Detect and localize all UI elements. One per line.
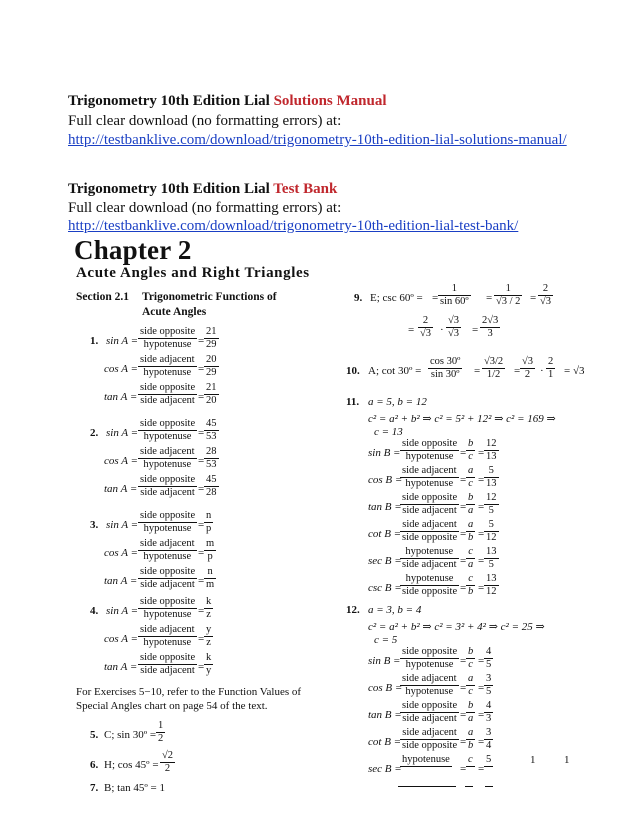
ex1-sin-value [204, 326, 219, 351]
ex12-row-1-letters-den: c [468, 686, 473, 697]
ex12-row-4-value [484, 754, 493, 767]
ex11-row-3-value-den: 12 [486, 532, 497, 543]
ex2-sin-words-den: hypotenuse [143, 431, 192, 442]
ex11-row-2-letters [466, 492, 475, 517]
chapter-subtitle: Acute Angles and Right Triangles [76, 265, 310, 281]
ex12-row-4-words-num: hypotenuse [402, 754, 450, 765]
ex1-tan-value-den: 20 [206, 395, 217, 406]
ex11-row-0-eq2: = [478, 447, 485, 459]
testbank-highlight: Test Bank [273, 181, 338, 197]
ex1-sin-label: sin A = [106, 335, 139, 347]
ex11-pythagoras: c² = a² + b² ⇒ c² = 5² + 12² ⇒ c² = 169 ⇒ [368, 413, 556, 425]
ex11-row-0-fn: sin B = [368, 447, 401, 459]
ex11-row-5-words-num: hypotenuse [400, 573, 459, 586]
chapter-title: Chapter 2 [74, 235, 192, 265]
ex11-row-3-eq2: = [478, 528, 485, 540]
ex12-row-2-value-den: 3 [486, 713, 492, 724]
ex11-row-5-words [400, 573, 459, 598]
ex12-row-1-eq2: = [478, 682, 485, 694]
ex1-tan-words [138, 382, 197, 407]
ex5-number: 5. [90, 729, 99, 741]
ex3-tan-eq: = [198, 575, 205, 587]
ex2-cos-eq: = [198, 455, 205, 467]
ex2-sin-value-num: 45 [206, 418, 217, 429]
ex11-row-4-value-num: 13 [486, 546, 497, 557]
ex1-number: 1. [90, 335, 99, 347]
ex1-tan-value-num: 21 [206, 382, 217, 393]
ex6-text: H; cos 45º = [104, 759, 159, 771]
ex11-row-5-fn: csc B = [368, 582, 402, 594]
ex4-tan-label: tan A = [104, 661, 138, 673]
ex12-row-1-words-num: side adjacent [402, 673, 457, 684]
ex11-row-4-fn: sec B = [368, 555, 402, 567]
page-mark-2: 1 [564, 754, 570, 766]
ex11-c-value: c = 13 [374, 426, 403, 438]
ex11-row-3-words [400, 519, 459, 544]
ex4-number: 4. [90, 605, 99, 617]
ex11-row-4-eq2: = [478, 555, 485, 567]
ex12-row-3-letters-den: b [468, 740, 474, 751]
ex3-sin-value-den: p [206, 523, 212, 534]
exercises-note-line1: For Exercises 5−10, refer to the Function Values of [76, 686, 302, 698]
ex11-row-0-words [400, 438, 459, 463]
ex1-tan-eq: = [198, 391, 205, 403]
ex4-tan-words-den: side adjacent [140, 665, 195, 676]
solutions-note: Full clear download (no formatting errors) at: [68, 113, 342, 129]
ex3-tan-value-num: n [204, 566, 216, 579]
ex11-row-0-eq1: = [460, 447, 467, 459]
ex2-tan-words [138, 474, 197, 499]
ex11-row-3-letters [466, 519, 475, 544]
ex11-row-2-eq2: = [478, 501, 485, 513]
ex1-tan-words-den: side adjacent [140, 395, 195, 406]
ex12-row-1-words [400, 673, 459, 698]
ex11-number: 11. [346, 396, 360, 408]
ex11-row-0-value-num: 12 [486, 438, 497, 449]
ex12-row-1-value-den: 5 [486, 686, 492, 697]
ex1-tan-label: tan A = [104, 391, 138, 403]
ex2-sin-words [138, 418, 197, 443]
ex5-text: C; sin 30º = [104, 729, 157, 741]
ex3-sin-value [204, 510, 213, 535]
ex12-row-3-eq2: = [478, 736, 485, 748]
ex11-row-0-words-den: hypotenuse [405, 451, 454, 462]
ex7-text: B; tan 45º = 1 [104, 782, 165, 794]
ex11-row-3-fn: cot B = [368, 528, 402, 540]
ex11-row-1-words [400, 465, 459, 490]
ex3-tan-label: tan A = [104, 575, 138, 587]
ex12-row-2-words [400, 700, 459, 725]
ex11-row-2-value-den: 5 [488, 505, 494, 516]
footer-rule-3 [485, 786, 493, 787]
page-mark-1: 1 [530, 754, 536, 766]
ex9-line2-times: · [440, 324, 444, 336]
ex12-row-2-letters [466, 700, 475, 725]
ex12-row-1-words-den: hypotenuse [405, 686, 454, 697]
ex2-tan-value-den: 28 [206, 487, 217, 498]
ex11-row-4-letters-num: c [466, 546, 475, 559]
ex12-row-2-letters-den: a [468, 713, 474, 724]
ex4-cos-eq: = [198, 633, 205, 645]
ex12-row-4-eq2: = [478, 763, 485, 775]
ex1-tan-words-num: side opposite [140, 382, 196, 393]
ex9-frac2: $\frac{1}{√3 / 2}$ [496, 283, 521, 307]
ex12-row-3-words-num: side adjacent [400, 727, 459, 740]
ex2-tan-eq: = [198, 483, 205, 495]
ex3-tan-value-den: m [206, 579, 215, 590]
ex1-cos-words [138, 354, 197, 379]
ex11-row-0-letters-den: c [468, 451, 473, 462]
ex3-sin-value-num: n [206, 510, 212, 521]
solutions-link[interactable]: http://testbanklive.com/download/trigonometry-10th-edition-lial-solutions-manual/ [68, 132, 567, 148]
ex1-tan-value [204, 382, 219, 407]
ex4-tan-value-num: k [206, 652, 212, 663]
ex12-number: 12. [346, 604, 360, 616]
ex3-cos-words [138, 538, 197, 563]
ex12-c-value: c = 5 [374, 634, 398, 646]
ex9-l2-frac2: $\frac{√3}{√3}$ [448, 315, 460, 339]
ex2-cos-words-den: hypotenuse [143, 459, 192, 470]
ex4-cos-value-den: z [206, 637, 211, 648]
ex11-row-5-eq1: = [460, 582, 467, 594]
ex11-row-4-words-den: side adjacent [402, 559, 457, 570]
ex11-row-5-eq2: = [478, 582, 485, 594]
ex4-cos-words-den: hypotenuse [143, 637, 192, 648]
ex4-sin-value-num: k [206, 596, 212, 607]
ex12-row-4-letters [466, 754, 475, 767]
ex3-cos-words-num: side adjacent [140, 538, 195, 549]
testbank-note: Full clear download (no formatting errors) at: [68, 200, 342, 216]
ex4-sin-words-den: hypotenuse [143, 609, 192, 620]
ex6-number: 6. [90, 759, 99, 771]
ex1-sin-words-den: hypotenuse [143, 339, 192, 350]
ex9-frac3: $\frac{2}{√3}$ [540, 283, 552, 307]
ex11-row-4-words-num: hypotenuse [400, 546, 459, 559]
ex11-row-2-fn: tan B = [368, 501, 402, 513]
ex10-text: A; cot 30º = [368, 365, 422, 377]
footer-rule-1 [398, 786, 456, 787]
ex11-row-4-letters [466, 546, 475, 571]
ex12-row-2-eq2: = [478, 709, 485, 721]
ex12-row-2-value-num: 4 [486, 700, 492, 711]
ex4-sin-label: sin A = [106, 605, 139, 617]
ex10-result: = √3 [564, 365, 585, 377]
ex3-cos-label: cos A = [104, 547, 138, 559]
ex2-sin-eq: = [198, 427, 205, 439]
ex1-sin-words-num: side opposite [140, 326, 196, 337]
ex11-row-2-value [484, 492, 499, 517]
ex11-row-2-letters-num: b [468, 492, 474, 503]
ex3-tan-words [138, 566, 197, 591]
ex3-sin-words-den: hypotenuse [143, 523, 192, 534]
ex3-cos-words-den: hypotenuse [143, 551, 192, 562]
ex11-row-3-eq1: = [460, 528, 467, 540]
ex5-fraction: $\frac{1}{2}$ [158, 720, 164, 744]
ex11-given: a = 5, b = 12 [368, 396, 427, 408]
ex12-row-0-fn: sin B = [368, 655, 401, 667]
ex2-cos-value-den: 53 [206, 459, 217, 470]
ex2-sin-label: sin A = [106, 427, 139, 439]
ex12-row-4-value-num: 5 [486, 754, 492, 765]
ex12-row-1-letters-num: a [468, 673, 474, 684]
ex10-times: · [540, 365, 544, 377]
ex9-line2-eq1: = [408, 324, 415, 336]
ex2-cos-label: cos A = [104, 455, 138, 467]
ex12-row-1-value [484, 673, 493, 698]
ex4-cos-words-num: side adjacent [140, 624, 195, 635]
ex12-row-4-letters-num: c [468, 754, 473, 765]
ex9-eq2: = [486, 292, 493, 304]
ex2-number: 2. [90, 427, 99, 439]
ex4-sin-eq: = [198, 605, 205, 617]
ex11-row-3-letters-num: a [468, 519, 474, 530]
ex12-row-2-words-den: side adjacent [402, 713, 457, 724]
ex4-tan-eq: = [198, 661, 205, 673]
ex1-cos-label: cos A = [104, 363, 138, 375]
ex3-cos-eq: = [198, 547, 205, 559]
ex2-cos-value [204, 446, 219, 471]
ex9-l2-frac3: $\frac{2√3}{3}$ [482, 315, 499, 339]
ex12-row-2-words-num: side opposite [402, 700, 458, 711]
ex10-frac2: $\frac{√3/2}{1/2}$ [484, 356, 504, 380]
ex12-row-4-eq1: = [460, 763, 467, 775]
ex11-row-3-value [484, 519, 499, 544]
ex2-sin-value-den: 53 [206, 431, 217, 442]
ex11-row-5-letters [466, 573, 475, 598]
ex6-fraction: $\frac{√2}{2}$ [162, 750, 174, 774]
ex3-sin-eq: = [198, 519, 205, 531]
ex12-row-2-value [484, 700, 493, 725]
ex10-frac1: $\frac{\text{cos 30º}}{\text{sin 30º}}$ [430, 356, 461, 380]
ex3-sin-label: sin A = [106, 519, 139, 531]
ex11-row-3-words-den: side opposite [402, 532, 458, 543]
section-title-line1: Trigonometric Functions of [142, 291, 277, 303]
ex9-text: E; csc 60º = [370, 292, 423, 304]
ex12-row-3-letters [466, 727, 475, 752]
ex1-cos-value [204, 354, 219, 379]
ex11-row-3-value-num: 5 [484, 519, 499, 532]
ex1-cos-words-num: side adjacent [140, 354, 195, 365]
ex2-cos-words [138, 446, 197, 471]
ex1-sin-words [138, 326, 197, 351]
ex12-row-4-words [400, 754, 452, 767]
ex12-row-2-eq1: = [460, 709, 467, 721]
ex11-row-0-words-num: side opposite [402, 438, 458, 449]
ex12-row-0-letters-num: b [468, 646, 474, 657]
ex12-row-0-words-den: hypotenuse [405, 659, 454, 670]
ex11-row-0-value [484, 438, 499, 463]
ex11-row-4-value [484, 546, 499, 571]
ex3-tan-value [204, 566, 216, 591]
ex12-row-3-value-den: 4 [486, 740, 492, 751]
ex12-row-3-words-den: side opposite [402, 740, 458, 751]
ex1-sin-value-den: 29 [206, 339, 217, 350]
ex12-row-3-value [484, 727, 493, 752]
ex2-tan-value-num: 45 [206, 474, 217, 485]
ex1-cos-eq: = [198, 363, 205, 375]
ex11-row-5-value [484, 573, 499, 598]
ex12-row-0-value-den: 5 [486, 659, 492, 670]
ex3-cos-value-num: m [206, 538, 215, 549]
exercises-note-line2: Special Angles chart on page 54 of the text. [76, 700, 268, 712]
ex4-tan-words [138, 652, 197, 677]
ex12-row-0-eq2: = [478, 655, 485, 667]
ex12-row-0-eq1: = [460, 655, 467, 667]
ex11-row-0-letters [466, 438, 475, 463]
solutions-highlight: Solutions Manual [273, 93, 387, 109]
ex12-given: a = 3, b = 4 [368, 604, 422, 616]
ex3-cos-value [204, 538, 216, 563]
ex10-number: 10. [346, 365, 360, 377]
ex11-row-4-letters-den: a [468, 559, 474, 570]
ex11-row-1-letters-num: a [468, 465, 474, 476]
ex12-row-3-eq1: = [460, 736, 467, 748]
ex11-row-2-words-den: side adjacent [402, 505, 457, 516]
ex11-row-1-eq2: = [478, 474, 485, 486]
ex4-sin-words [138, 596, 197, 621]
ex9-line2-eq2: = [472, 324, 479, 336]
ex1-sin-eq: = [198, 335, 205, 347]
ex1-cos-value-num: 20 [206, 354, 217, 365]
ex11-row-2-value-num: 12 [486, 492, 497, 503]
ex11-row-5-letters-den: b [468, 586, 474, 597]
ex1-cos-words-den: hypotenuse [143, 367, 192, 378]
ex2-tan-words-num: side opposite [140, 474, 196, 485]
ex12-row-3-letters-num: a [468, 727, 474, 738]
ex11-row-1-words-num: side adjacent [402, 465, 457, 476]
ex4-tan-words-num: side opposite [140, 652, 196, 663]
ex11-row-1-fn: cos B = [368, 474, 403, 486]
ex11-row-3-letters-den: b [468, 532, 474, 543]
ex12-row-4-fn: sec B = [368, 763, 402, 775]
ex2-tan-value [204, 474, 219, 499]
ex12-row-1-value-num: 3 [486, 673, 492, 684]
ex11-row-2-letters-den: a [468, 505, 474, 516]
ex2-cos-words-num: side adjacent [140, 446, 195, 457]
solutions-title: Trigonometry 10th Edition Lial Solutions Manual [68, 93, 387, 109]
ex12-row-0-letters-den: c [468, 659, 473, 670]
ex12-row-2-fn: tan B = [368, 709, 402, 721]
ex11-row-1-value-den: 13 [486, 478, 497, 489]
ex11-row-4-value-den: 5 [488, 559, 494, 570]
ex11-row-3-words-num: side adjacent [400, 519, 459, 532]
ex12-row-1-letters [466, 673, 475, 698]
ex2-tan-words-den: side adjacent [140, 487, 195, 498]
ex12-pythagoras: c² = a² + b² ⇒ c² = 3² + 4² ⇒ c² = 25 ⇒ [368, 621, 545, 633]
ex4-tan-value-den: y [206, 665, 212, 676]
ex11-row-2-eq1: = [460, 501, 467, 513]
ex11-row-1-words-den: hypotenuse [405, 478, 454, 489]
ex11-row-0-value-den: 13 [486, 451, 497, 462]
ex11-row-1-eq1: = [460, 474, 467, 486]
ex12-row-3-fn: cot B = [368, 736, 402, 748]
ex2-cos-value-num: 28 [206, 446, 217, 457]
ex12-row-3-value-num: 3 [486, 727, 492, 738]
ex11-row-1-value-num: 5 [484, 465, 499, 478]
ex4-sin-value-den: z [206, 609, 211, 620]
ex2-tan-label: tan A = [104, 483, 138, 495]
ex11-row-5-words-den: side opposite [402, 586, 458, 597]
section-number: Section 2.1 [76, 291, 130, 303]
ex12-row-0-value [484, 646, 493, 671]
ex9-number: 9. [354, 292, 363, 304]
ex11-row-0-letters-num: b [468, 438, 474, 449]
footer-rule-2 [465, 786, 473, 787]
testbank-link[interactable]: http://testbanklive.com/download/trigonometry-10th-edition-lial-test-bank/ [68, 218, 519, 234]
ex3-cos-value-den: p [207, 551, 213, 562]
ex4-sin-words-num: side opposite [140, 596, 196, 607]
ex3-sin-words-num: side opposite [140, 510, 196, 521]
ex4-sin-value [204, 596, 213, 621]
ex12-row-1-fn: cos B = [368, 682, 403, 694]
ex12-row-0-value-num: 4 [486, 646, 492, 657]
ex12-row-0-letters [466, 646, 475, 671]
ex12-row-2-letters-num: b [468, 700, 474, 711]
ex4-cos-value-num: y [206, 624, 212, 635]
ex9-l2-frac1: $\frac{2}{√3}$ [420, 315, 432, 339]
ex11-row-1-letters-den: c [468, 478, 473, 489]
ex10-frac3: $\frac{√3}{2}$ [522, 356, 534, 380]
ex2-sin-words-num: side opposite [140, 418, 196, 429]
ex1-sin-value-num: 21 [206, 326, 217, 337]
ex11-row-5-value-den: 12 [486, 586, 497, 597]
ex4-tan-value [204, 652, 213, 677]
ex11-row-2-words [400, 492, 459, 517]
ex7-number: 7. [90, 782, 99, 794]
ex11-row-1-value [484, 465, 499, 490]
ex12-row-3-words [400, 727, 459, 752]
ex10-eq1: = [474, 365, 481, 377]
ex10-eq2: = [514, 365, 521, 377]
ex12-row-0-words [400, 646, 459, 671]
ex9-frac1: $\frac{1}{\text{sin 60º}}$ [440, 283, 469, 307]
ex3-tan-words-den: side adjacent [140, 579, 195, 590]
ex1-cos-value-den: 29 [206, 367, 217, 378]
ex4-cos-label: cos A = [104, 633, 138, 645]
ex4-cos-words [138, 624, 197, 649]
ex3-sin-words [138, 510, 197, 535]
ex11-row-5-value-num: 13 [486, 573, 497, 584]
ex4-cos-value [204, 624, 213, 649]
section-title-line2: Acute Angles [142, 306, 207, 318]
ex3-tan-words-num: side opposite [140, 566, 196, 577]
ex12-row-1-eq1: = [460, 682, 467, 694]
ex12-row-0-words-num: side opposite [402, 646, 458, 657]
ex9-eq3: = [530, 292, 537, 304]
ex11-row-2-words-num: side opposite [402, 492, 458, 503]
ex11-row-4-eq1: = [460, 555, 467, 567]
ex2-sin-value [204, 418, 219, 443]
ex3-number: 3. [90, 519, 99, 531]
ex11-row-5-letters-num: c [466, 573, 475, 586]
ex10-frac4: $\frac{2}{1}$ [548, 356, 554, 380]
ex11-row-4-words [400, 546, 459, 571]
ex11-row-1-letters [466, 465, 475, 490]
testbank-title: Trigonometry 10th Edition Lial Test Bank [68, 181, 338, 197]
ex9-eq1: = [432, 292, 439, 304]
